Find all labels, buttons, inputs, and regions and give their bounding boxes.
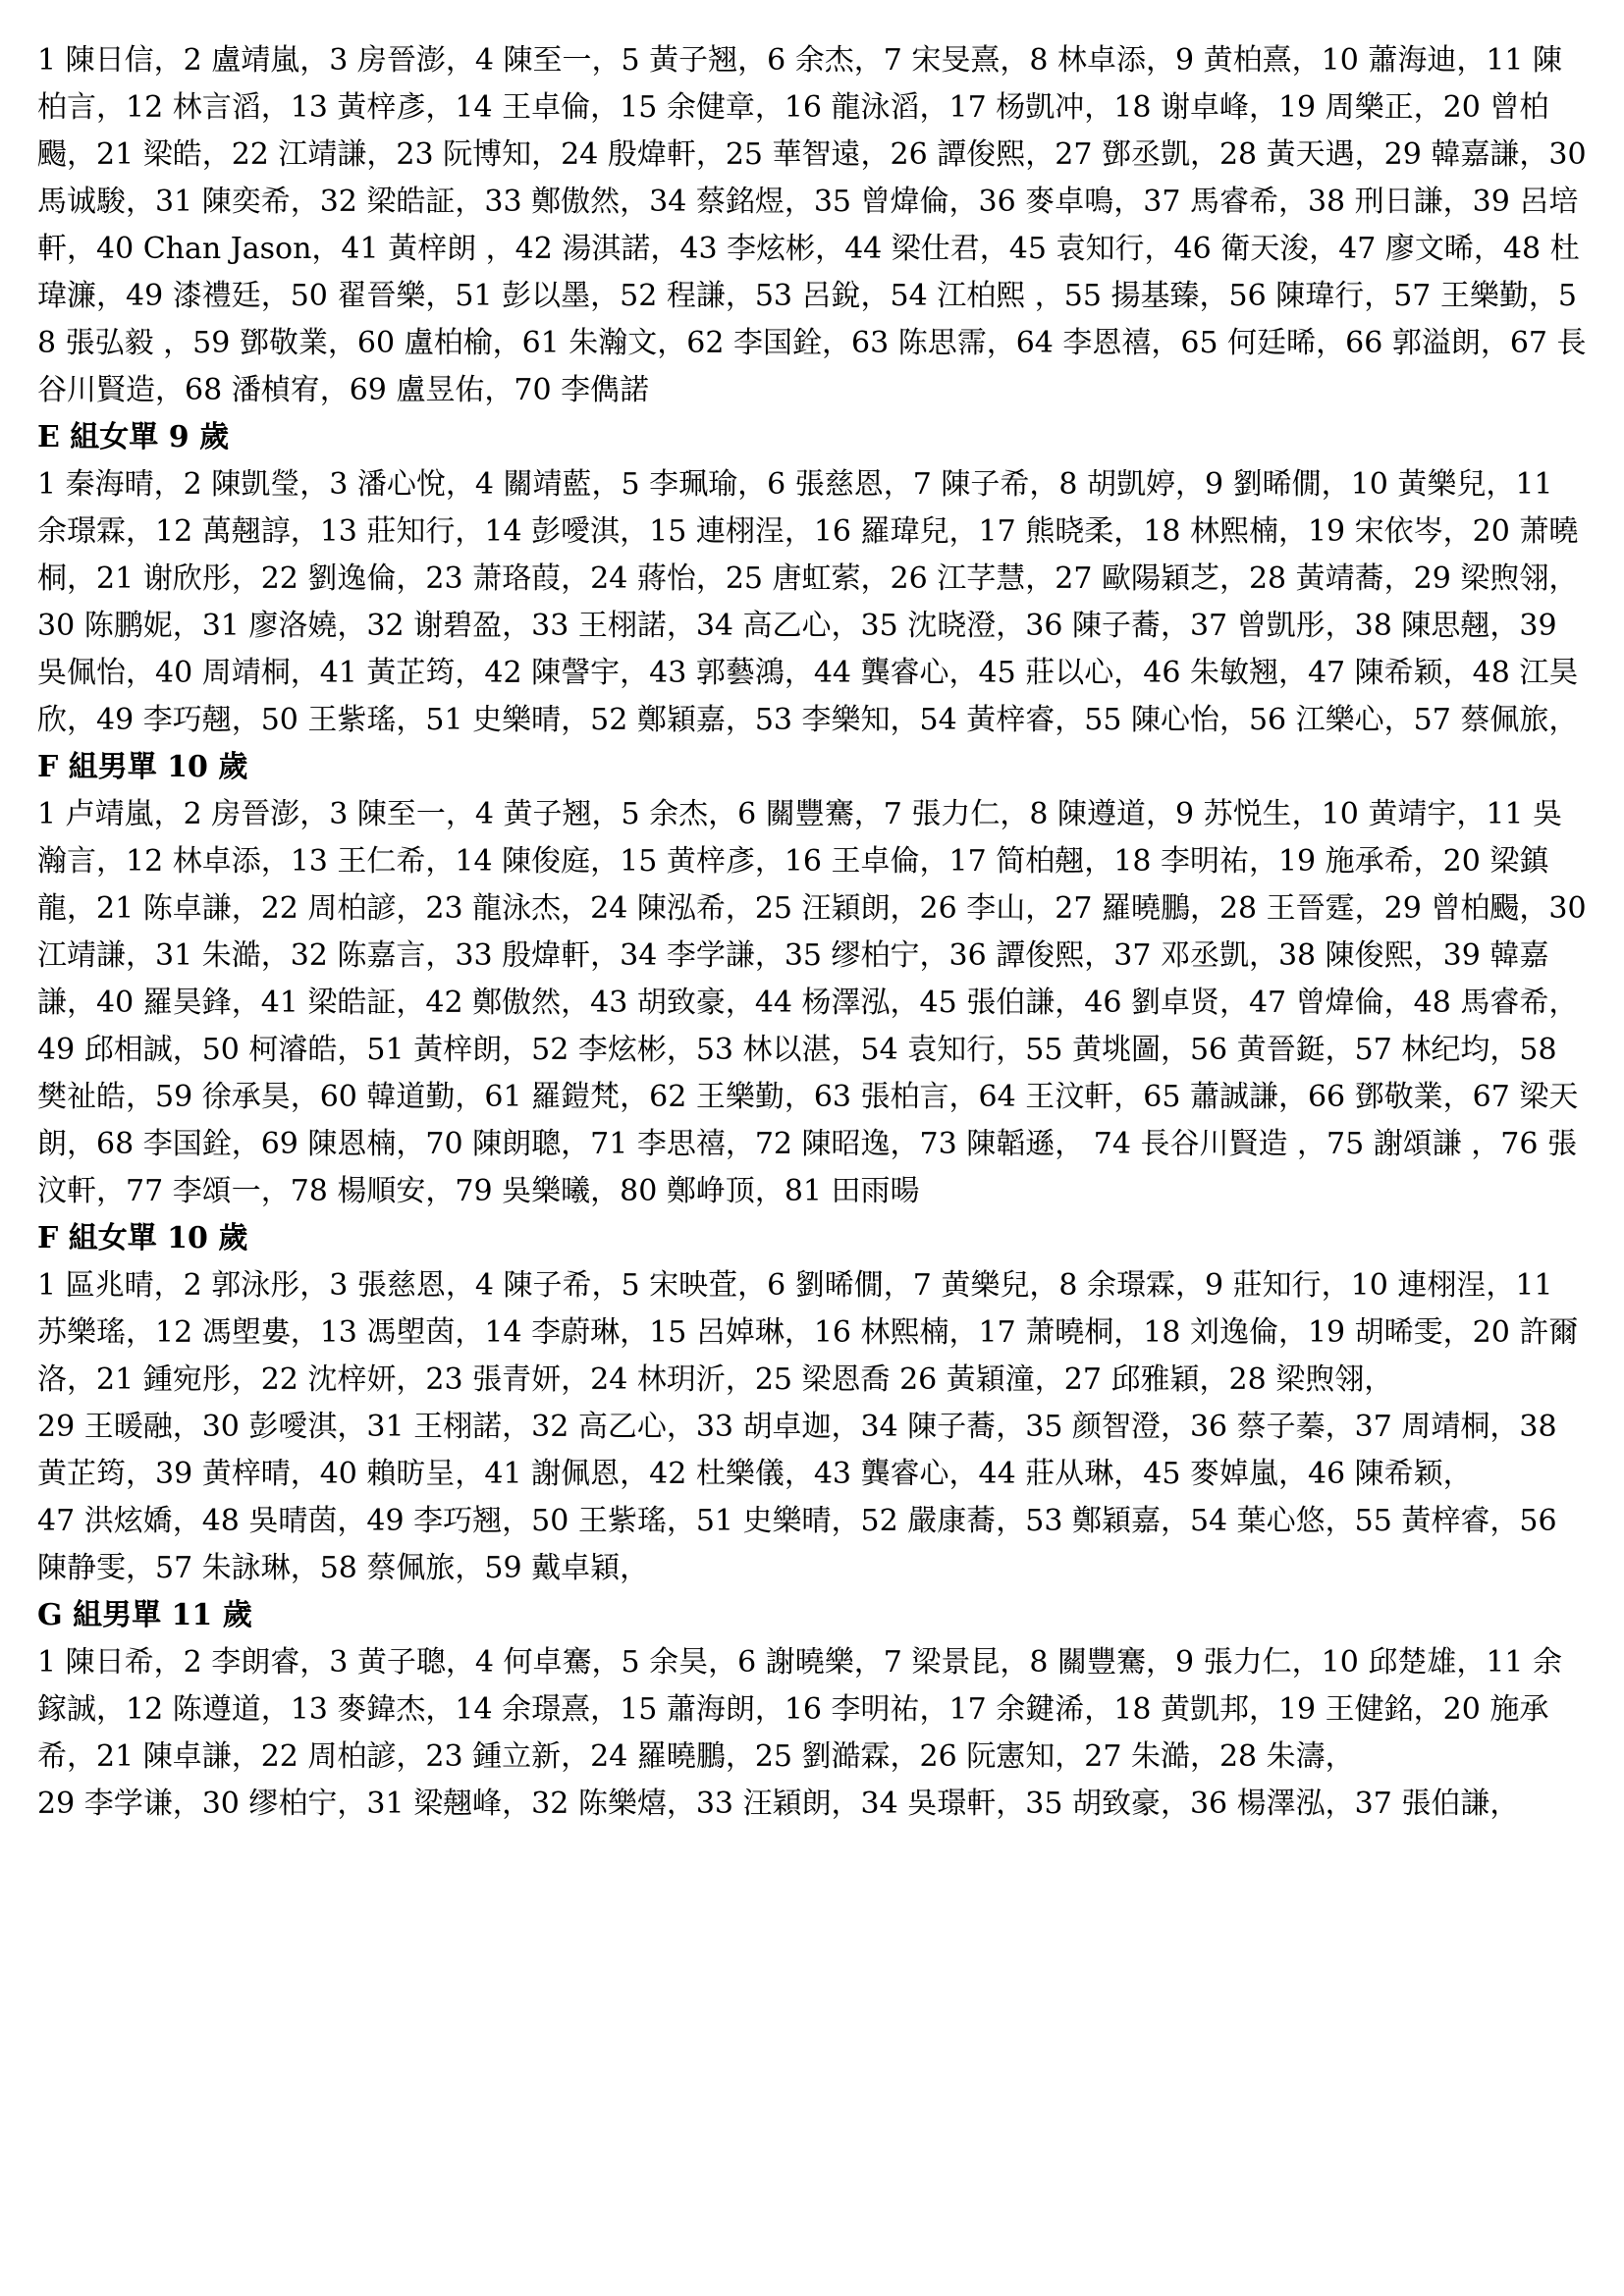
name-list-paragraph: 1 卢靖嵐，2 房晉澎，3 陳至一，4 黄子翘，5 余杰，6 關豐騫，7 張力仁，8 陳遵道，9 苏悦生，10 黄靖宇，11 吳瀚言，12 林卓添，13 王仁希，14 陳俊庭，15 黄梓彥，16 王卓倫，17 简柏翹，18 李明祐，19 施承希，20 梁鎮龍，21 陈卓謙，22 周柏諺，23 龍泳杰，24 陳泓希，25 汪穎朗，26 李山，27 羅曉鵬，28 王晉霆，29 曾柏颺，30 江靖謙，31 朱澔，32 陈嘉言，33 殷煒軒，34 李学謙，35 缪柏宁，36 譚俊熙，37 邓丞凱，38 陳俊熙，39 韓嘉謙，40 羅昊鋒，41 梁皓証，42 鄭傲然，43 胡致豪，44 杨澤泓，45 張伯謙，46 劉卓贤，47 曾煒倫，48 馬睿希，49 邱相誠，50 柯濬皓，51 黃梓朗，52 李炫彬，53 林以湛，54 袁知行，55 黄垗圖，56 黄晉鋌，57 林纪均，58 樊祉皓，59 徐承昊，60 韓道勤，61 羅鎧梵，62 王樂勤，63 張柏言，64 王汶軒，65 蕭誠謙，66 鄧敬業，67 梁天朗，68 李国銓，69 陳恩楠，70 陳朗聰，71 李思禧，72 陳昭逸，73 陳韜遜， 74 長谷川賢造 ，75 謝頌謙 ，76 張汶軒，77 李頌一，78 楊順安，79 吳樂曦，80 鄭峥顶，81 田雨暘 (37, 797, 1587, 1208)
name-list-paragraph: 29 王暖融，30 彭噯淇，31 王栩諾，32 高乙心，33 胡卓迦，34 陳子蕎，35 颜智澄，36 蔡子蓁，37 周靖桐，38 黄芷筠，39 黄梓晴，40 賴昉呈，41 謝佩恩，42 杜樂儀，43 龔睿心，44 莊从琳，45 麥婥嵐，46 陳希颖， (37, 1410, 1557, 1491)
name-list-paragraph: 1 區兆晴，2 郭泳彤，3 張慈恩，4 陳子希，5 宋映萓，6 劉晞僩，7 黄樂兒，8 余璟霖，9 莊知行，10 連栩浧，11 苏樂瑤，12 馮塱婁，13 馮塱茵，14 李蔚琳，15 呂婥琳，16 林熙楠，17 萧曉桐，18 刘逸倫，19 胡晞雯，20 許爾洛，21 鍾宛彤，22 沈梓妍，23 張青妍，24 林玥沂，25 梁恩喬 26 黃穎潼，27 邱雅穎，28 梁煦翎， (37, 1268, 1579, 1397)
section-f-girls-10 (37, 1215, 1589, 1592)
name-list-paragraph: 1 陳日信，2 盧靖嵐，3 房晉澎，4 陳至一，5 黃子翘，6 余杰，7 宋旻熹，8 林卓添，9 黄柏熹，10 蕭海迪，11 陳柏言，12 林言滔，13 黃梓彥，14 王卓倫，15 余健章，16 龍泳滔，17 杨凱冲，18 谢卓峰，19 周樂正，20 曾柏颺，21 梁皓，22 江靖謙，23 阮博知，24 殷煒軒，25 華智遠，26 譚俊熙，27 鄧丞凱，28 黃天遇，29 韓嘉謙，30 馬诚駿，31 陳奕希，32 梁皓証，33 鄭傲然，34 蔡銘煜，35 曾煒倫，36 麥卓鳴，37 馬睿希，38 刑日謙，39 呂培軒，40 Chan Jason，41 黃梓朗 ，42 湯淇諾，43 李炫彬，44 梁仕君，45 袁知行，46 衛天浚，47 廖文晞，48 杜瑋濂，49 漆禮廷，50 翟晉樂，51 彭以墨，52 程謙，53 呂銳，54 江柏熙 ，55 揚基臻，56 陳瑋行，57 王樂勤，58 張弘毅 ，59 鄧敬業，60 盧柏榆，61 朱瀚文，62 李国銓，63 陈思霈，64 李恩禧，65 何廷晞，66 郭溢朗，67 長谷川賢造，68 潘楨宥，69 盧昱佑，70 李儁諾 (37, 43, 1587, 407)
section-heading: F 組男單 10 歲 (37, 750, 248, 784)
document-page (37, 37, 1589, 1828)
name-list-paragraph: 29 李学谦，30 缪柏宁，31 梁翹峰，32 陈樂熺，33 汪穎朗，34 吳璟軒，35 胡致豪，36 楊澤泓，37 張伯謙， (37, 1787, 1520, 1821)
section-g-boys-11 (37, 1592, 1589, 1828)
section-heading: F 組女單 10 歲 (37, 1221, 248, 1255)
section-continuation-list (37, 37, 1589, 414)
section-e-girls-9 (37, 414, 1589, 744)
name-list-paragraph: 47 洪炫嬌，48 吳晴茵，49 李巧翘，50 王紫瑤，51 史樂晴，52 嚴康蕎，53 鄭穎嘉，54 葉心悠，55 黃梓睿，56 陳静雯，57 朱詠琳，58 蔡佩旅，59 戴卓穎， (37, 1504, 1557, 1585)
section-heading: G 組男單 11 歲 (37, 1598, 252, 1632)
name-list-paragraph: 1 陳日希，2 李朗睿，3 黄子聰，4 何卓騫，5 余昊，6 謝曉樂，7 梁景昆，8 關豐騫，9 張力仁，10 邱楚雄，11 余鎵誠，12 陈遵道，13 麥鍏杰，14 余璟熹，15 蕭海朗，16 李明祐，17 余鍵浠，18 黄凱邦，19 王健銘，20 施承希，21 陳卓謙，22 周柏諺，23 鍾立新，24 羅曉鵬，25 劉澔霖，26 阮憲知，27 朱澔，28 朱濤， (37, 1645, 1563, 1774)
section-heading: E 組女單 9 歲 (37, 420, 230, 454)
section-f-boys-10 (37, 744, 1589, 1215)
name-list-paragraph: 1 秦海晴，2 陳凱瑩，3 潘心悅，4 關靖藍，5 李珮瑜，6 張慈恩，7 陳子希，8 胡凱婷，9 劉晞僩，10 黃樂兒，11 余璟霖，12 萬翹諄，13 莊知行，14 彭噯淇，15 連栩浧，16 羅瑋兒，17 熊晓柔，18 林熙楠，19 宋依岑，20 萧曉桐，21 谢欣彤，22 劉逸倫，23 萧珞葭，24 蔣怡，25 唐虹萦，26 江芓慧，27 歐陽穎芝，28 黃靖蕎，29 梁煦翎，30 陈鹏妮，31 廖洛嬈，32 谢碧盈，33 王栩諾，34 高乙心，35 沈晓澄，36 陳子蕎，37 曾凱彤，38 陳思翹，39 吳佩怡，40 周靖桐，41 黃芷筠，42 陳謦宇，43 郭藝鴻，44 龔睿心，45 莊以心，46 朱敏翘，47 陳希颖，48 江昊欣，49 李巧翹，50 王紫瑤，51 史樂晴，52 鄭穎嘉，53 李樂知，54 黃梓睿，55 陳心怡，56 江樂心，57 蔡佩旅， (37, 467, 1579, 737)
